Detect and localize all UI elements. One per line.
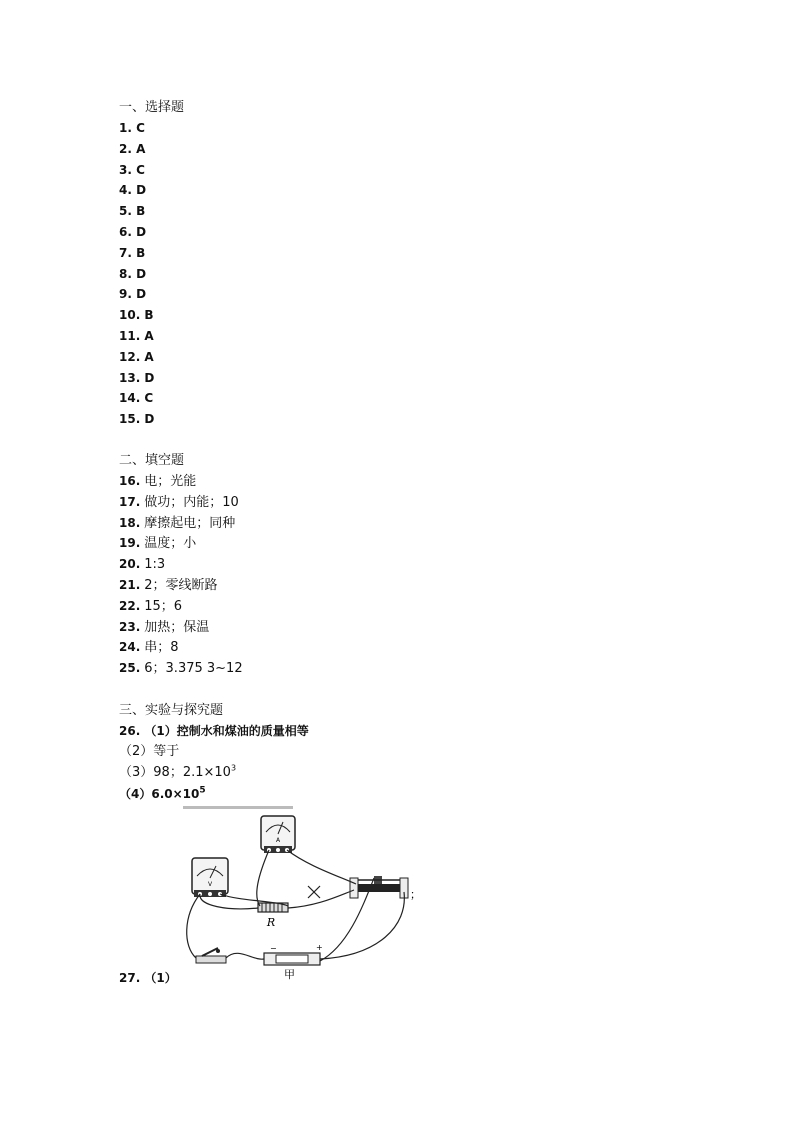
fill-answer-number: 17. (119, 494, 141, 509)
fill-answer-item (119, 660, 243, 677)
fill-answer-item (119, 473, 196, 490)
circuit-diagram-figure (178, 806, 421, 984)
fill-answer-number: 23. (119, 619, 141, 634)
voltmeter (192, 858, 228, 897)
battery-plus: + (316, 943, 323, 952)
resistor (258, 903, 288, 929)
section1-heading: 一、选择题 (119, 100, 185, 115)
fill-answer-number: 21. (119, 578, 141, 592)
fill-answer-text: 15；6 (144, 598, 183, 614)
fill-answer-number: 18. (119, 515, 141, 530)
choice-answer-item: 13. D (119, 370, 155, 385)
battery-label: 甲 (284, 968, 295, 981)
fill-answer-text: 做功；内能；10 (144, 494, 239, 510)
q26-part1: 26. （1）控制水和煤油的质量相等 (119, 724, 309, 738)
choice-answer-item: 2. A (119, 141, 146, 156)
choice-answer-item: 8. D (119, 266, 147, 281)
fill-answer-number: 22. (119, 598, 141, 613)
q26-part4: $(4)6.0\times 10^5$ (119, 785, 206, 801)
choice-answer-item: 5. B (119, 204, 146, 219)
section2-heading: 二、填空题 (119, 453, 185, 468)
q26-part2: （2）等于 (119, 744, 180, 759)
fill-answer-number: 20. (119, 557, 141, 572)
q26-part3: （3）98；$2.1\times 10^3$ (119, 763, 237, 780)
choice-answer-item: 7. B (119, 245, 146, 260)
fill-answer-number: 16. (119, 474, 141, 488)
q27-part1: 27. （1） (119, 971, 177, 985)
fill-answer-item (119, 494, 239, 511)
fill-answer-number: 19. (119, 536, 141, 551)
choice-answer-item: 12. A (119, 349, 154, 364)
fill-answer-text: 电；光能 (144, 474, 197, 489)
choice-answer-item: 3. C (119, 162, 145, 177)
choice-answer-item: 4. D (119, 183, 147, 198)
fill-answer-text: 6；3.375 3~12 (144, 661, 243, 677)
ammeter (261, 816, 295, 853)
fill-answer-item (119, 577, 218, 594)
battery-minus: − (270, 944, 277, 953)
fill-answer-text: 1:3 (144, 557, 166, 573)
fill-answer-text: 温度；小 (144, 536, 197, 552)
choice-answer-item: 1. C (119, 121, 145, 135)
cropped-text-fragment (183, 806, 293, 809)
fill-answer-item (119, 639, 179, 656)
battery-box (264, 943, 323, 981)
choice-answer-item: 10. B (119, 308, 154, 323)
fill-answer-number: 24. (119, 640, 141, 655)
choice-answer-item: 6. D (119, 225, 147, 239)
fill-answer-item (119, 556, 165, 573)
figure-semicolon: ； (410, 888, 421, 901)
ammeter-letter: A (275, 837, 281, 844)
fill-answer-text: 摩擦起电；同种 (144, 515, 236, 531)
fill-answer-text: 加热；保温 (144, 619, 210, 635)
fill-answer-text: 串；8 (144, 640, 179, 656)
fill-answer-item (119, 535, 196, 552)
resistor-label: R (266, 916, 276, 929)
fill-answer-item (119, 515, 235, 532)
fill-answer-number: 25. (119, 661, 141, 676)
choice-answer-item: 15. D (119, 412, 155, 427)
choice-answer-item: 9. D (119, 287, 147, 302)
fill-answer-text: 2；零线断路 (144, 578, 218, 593)
fill-answer-item (119, 619, 209, 636)
choice-answer-item: 11. A (119, 329, 154, 343)
section3-heading: 三、实验与探究题 (119, 703, 224, 718)
voltmeter-letter: V (207, 881, 213, 888)
sliding-rheostat (350, 876, 421, 901)
choice-answer-item: 14. C (119, 391, 154, 406)
switch (196, 948, 226, 963)
fill-answer-item (119, 598, 182, 615)
